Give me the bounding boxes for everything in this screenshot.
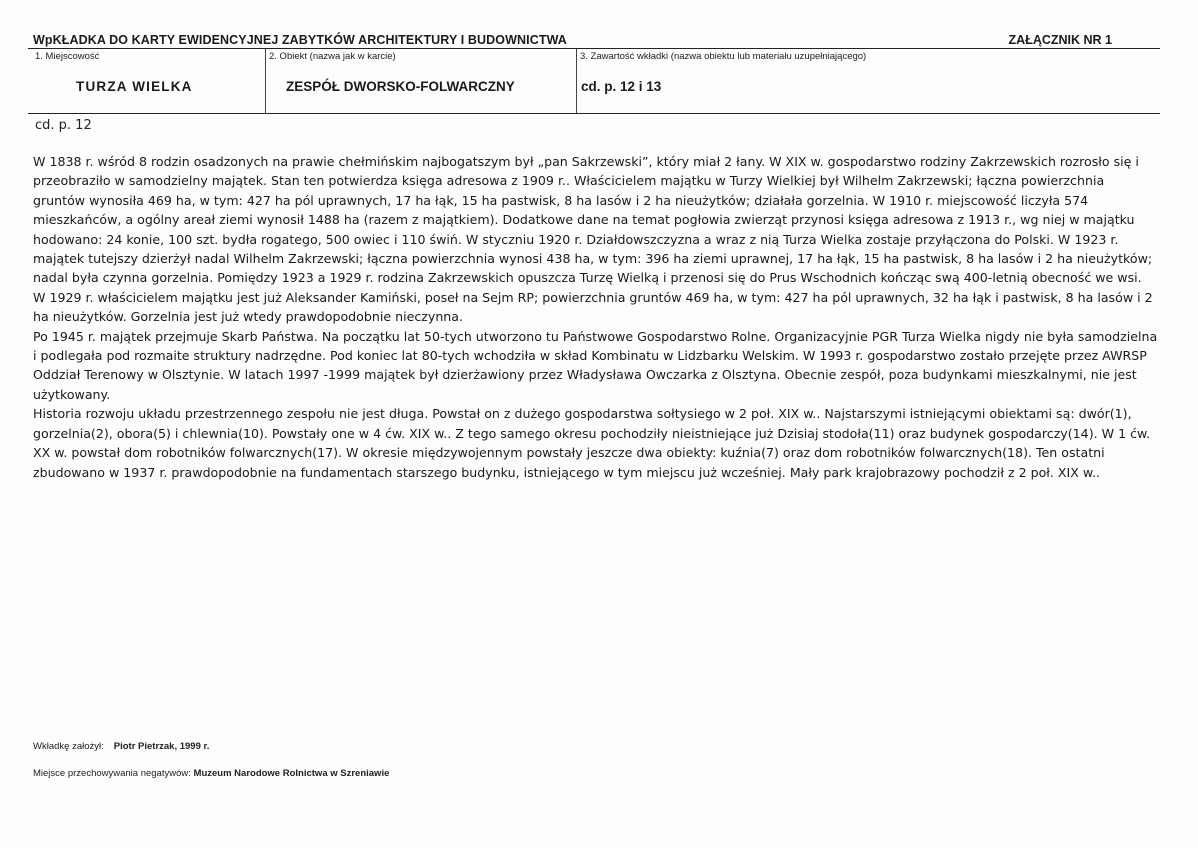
locality-label: 1. Miejscowość — [35, 51, 100, 62]
history-paragraph: Historia rozwoju układu przestrzennego zespołu nie jest długa. Powstał on z dużego gospodarstwa sołtysiego w 2 poł. XIX w.. Najstarszymi istniejącymi obiektami są: dwór(1), gorzelnia(2), obora(5) i chlewnia(10). Powstały one w 4 ćw. XIX w.. Z tego samego okresu pochodziły nieistniejące już Dzisiaj stodoła(11) oraz budynek gospodarczy(14). W 1 ćw. XX w. powstał dom robotników folwarcznych(17). W okresie międzywojennym powstały jeszcze dwa obiekty: kuźnia(7) oraz dom robotników folwarcznych(18). Ten ostatni zbudowano w 1937 r. prawdopodobnie na fundamentach starszego budynku, istniejącego w tym miejscu już wcześniej. Mały park krajobrazowy pochodził z 2 poł. XIX w.. — [33, 406, 1151, 480]
object-value: ZESPÓŁ DWORSKO-FOLWARCZNY — [286, 79, 515, 94]
column-divider-2 — [576, 49, 577, 113]
content-value: cd. p. 12 i 13 — [581, 79, 662, 94]
storage-label: Miejsce przechowywania negatywów: — [33, 768, 191, 779]
locality-value: TURZA WIELKA — [76, 79, 193, 94]
storage-line — [33, 768, 389, 779]
storage-value: Muzeum Narodowe Rolnictwa w Szreniawie — [193, 768, 390, 779]
history-text — [33, 152, 1158, 482]
author-label: Wkładkę założył: — [33, 741, 104, 752]
document-title: WpKŁADKA DO KARTY EWIDENCYJNEJ ZABYTKÓW ARCHITEKTURY I BUDOWNICTWA — [33, 33, 567, 47]
history-paragraph: Po 1945 r. majątek przejmuje Skarb Państwa. Na początku lat 50-tych utworzono tu Państwowe Gospodarstwo Rolne. Organizacyjnie PGR Turza Wielka nigdy nie była samodzielna i podlegała pod rozmaite struktury nadrzędne. Pod koniec lat 80-tych wchodziła w skład Kombinatu w Lidzbarku Welskim. W 1993 r. gospodarstwo zostało przejęte przez AWRSP Oddział Terenowy w Olsztynie. W latach 1997 -1999 majątek był dzierżawiony przez Władysława Owczarka z Olsztyna. Obecnie zespół, poza budynkami mieszkalnymi, nie jest użytkowany. — [33, 328, 1158, 402]
author-line — [33, 741, 209, 752]
object-label: 2. Obiekt (nazwa jak w karcie) — [269, 51, 396, 62]
author-value: Piotr Pietrzak, 1999 r. — [113, 741, 210, 752]
column-divider-1 — [265, 49, 266, 113]
header-rule — [28, 48, 1160, 49]
content-label: 3. Zawartość wkładki (nazwa obiektu lub materiału uzupełniającego) — [580, 51, 867, 62]
section-label: cd. p. 12 — [35, 118, 92, 133]
annex-number: ZAŁĄCZNIK NR 1 — [1008, 33, 1112, 47]
fields-bottom-rule — [28, 113, 1160, 114]
history-paragraph: W 1838 r. wśród 8 rodzin osadzonych na prawie chełmińskim najbogatszym był „pan Sakrzewski”, który miał 2 łany. W XIX w. gospodarstwo rodziny Zakrzewskich rozrosło się i przeobraziło w samodzielny majątek. Stan ten potwierdza księga adresowa z 1909 r.. Właścicielem majątku w Turzy Wielkiej był Wilhelm Zakrzewski; łączna powierzchnia gruntów wynosiła 469 ha, w tym: 427 ha pól uprawnych, 17 ha łąk, 15 ha pastwisk, 8 ha lasów i 2 ha nieużytków; działała gorzelnia. W 1910 r. miejscowość liczyła 574 mieszkańców, a ogólny areał ziemi wynosił 1488 ha (razem z majątkiem). Dodatkowe dane na temat pogłowia zwierząt przynosi księga adresowa z 1913 r., wg niej w majątku hodowano: 24 konie, 100 szt. bydła rogatego, 500 owiec i 110 świń. W styczniu 1920 r. Działdowszczyzna a wraz z nią Turza Wielka zostaje przyłączona do Polski. W 1923 r. majątek tutejszy dzierżył nadal Wilhelm Zakrzewski; łączna powierzchnia wynosi 438 ha, w tym: 396 ha ziemi uprawnej, 17 ha łąk, 15 ha pastwisk, 8 ha lasów i 2 ha nieużytków; nadal była czynna gorzelnia. Pomiędzy 1923 a 1929 r. rodzina Zakrzewskich opuszcza Turzę Wielką i przenosi się do Prus Wschodnich kończąc swą 400-letnią obecność we wsi. W 1929 r. właścicielem majątku jest już Aleksander Kamiński, poseł na Sejm RP; powierzchnia gruntów 469 ha, w tym: 427 ha pól uprawnych, 32 ha łąk i pastwisk, 8 ha lasów i 2 ha nieużytków. Gorzelnia jest już wtedy prawdopodobnie nieczynna. — [33, 154, 1153, 325]
